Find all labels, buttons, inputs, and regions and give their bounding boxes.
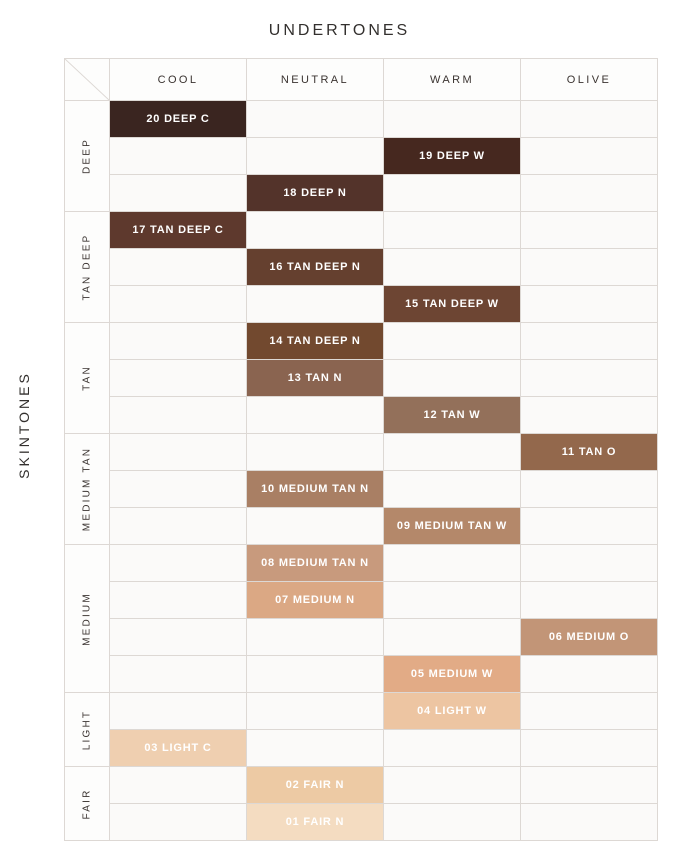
empty-cell (521, 471, 658, 508)
column-header-row (65, 59, 658, 101)
empty-cell (521, 212, 658, 249)
empty-cell (521, 323, 658, 360)
table-row (65, 397, 658, 434)
matrix-corner-cell (65, 59, 110, 101)
shade-swatch: 18 DEEP N (247, 175, 384, 212)
row-group-label-text: MEDIUM TAN (81, 446, 93, 532)
row-group-label-text: TAN DEEP (81, 233, 93, 301)
table-row (65, 175, 658, 212)
empty-cell (110, 582, 247, 619)
empty-cell (110, 323, 247, 360)
empty-cell (384, 619, 521, 656)
empty-cell (384, 767, 521, 804)
row-group-label-medium-tan (65, 434, 110, 545)
empty-cell (110, 508, 247, 545)
table-row (65, 249, 658, 286)
column-header-warm: WARM (384, 59, 521, 101)
empty-cell (110, 767, 247, 804)
empty-cell (247, 508, 384, 545)
empty-cell (521, 360, 658, 397)
empty-cell (521, 175, 658, 212)
empty-cell (521, 508, 658, 545)
empty-cell (247, 730, 384, 767)
empty-cell (384, 360, 521, 397)
column-header-cool: COOL (110, 59, 247, 101)
row-group-label-light (65, 693, 110, 767)
shade-swatch: 01 FAIR N (247, 804, 384, 841)
empty-cell (384, 175, 521, 212)
empty-cell (110, 656, 247, 693)
empty-cell (110, 804, 247, 841)
empty-cell (247, 656, 384, 693)
empty-cell (521, 249, 658, 286)
empty-cell (521, 286, 658, 323)
shade-swatch: 02 FAIR N (247, 767, 384, 804)
table-row (65, 656, 658, 693)
table-row (65, 545, 658, 582)
table-row (65, 434, 658, 471)
shade-swatch: 05 MEDIUM W (384, 656, 521, 693)
empty-cell (110, 397, 247, 434)
empty-cell (384, 730, 521, 767)
empty-cell (384, 582, 521, 619)
shade-swatch: 14 TAN DEEP N (247, 323, 384, 360)
empty-cell (384, 249, 521, 286)
empty-cell (247, 693, 384, 730)
column-header-neutral: NEUTRAL (247, 59, 384, 101)
table-row (65, 804, 658, 841)
empty-cell (384, 545, 521, 582)
empty-cell (110, 619, 247, 656)
row-group-label-text: FAIR (81, 787, 93, 820)
shade-swatch: 08 MEDIUM TAN N (247, 545, 384, 582)
shade-swatch: 09 MEDIUM TAN W (384, 508, 521, 545)
column-header-olive: OLIVE (521, 59, 658, 101)
empty-cell (384, 804, 521, 841)
table-row (65, 471, 658, 508)
row-group-label-tan (65, 323, 110, 434)
empty-cell (247, 434, 384, 471)
empty-cell (521, 397, 658, 434)
table-row (65, 138, 658, 175)
shade-swatch: 12 TAN W (384, 397, 521, 434)
empty-cell (384, 471, 521, 508)
shade-swatch: 15 TAN DEEP W (384, 286, 521, 323)
row-group-label-tan-deep (65, 212, 110, 323)
y-axis-title-label: SKINTONES (16, 370, 32, 479)
empty-cell (384, 101, 521, 138)
shade-swatch: 07 MEDIUM N (247, 582, 384, 619)
table-row (65, 323, 658, 360)
row-group-label-text: TAN (81, 365, 93, 391)
table-row (65, 508, 658, 545)
empty-cell (384, 323, 521, 360)
table-row (65, 212, 658, 249)
empty-cell (247, 619, 384, 656)
shade-swatch: 19 DEEP W (384, 138, 521, 175)
empty-cell (110, 434, 247, 471)
empty-cell (247, 286, 384, 323)
empty-cell (247, 397, 384, 434)
empty-cell (110, 249, 247, 286)
empty-cell (521, 730, 658, 767)
empty-cell (110, 360, 247, 397)
row-group-label-text: LIGHT (81, 709, 93, 750)
table-row (65, 730, 658, 767)
empty-cell (521, 804, 658, 841)
empty-cell (521, 138, 658, 175)
table-row (65, 286, 658, 323)
empty-cell (247, 212, 384, 249)
shade-swatch: 16 TAN DEEP N (247, 249, 384, 286)
empty-cell (110, 286, 247, 323)
diagonal-divider-icon (65, 59, 109, 100)
matrix-body (65, 101, 658, 841)
empty-cell (521, 582, 658, 619)
row-group-label-text: MEDIUM (81, 591, 93, 646)
empty-cell (247, 101, 384, 138)
shade-swatch: 06 MEDIUM O (521, 619, 658, 656)
empty-cell (110, 175, 247, 212)
row-group-label-deep (65, 101, 110, 212)
empty-cell (247, 138, 384, 175)
empty-cell (384, 434, 521, 471)
empty-cell (384, 212, 521, 249)
table-row (65, 693, 658, 730)
empty-cell (110, 693, 247, 730)
empty-cell (521, 545, 658, 582)
chart-title: UNDERTONES (268, 22, 411, 39)
row-group-label-medium (65, 545, 110, 693)
empty-cell (521, 656, 658, 693)
shade-matrix (64, 58, 658, 841)
shade-swatch: 13 TAN N (247, 360, 384, 397)
table-row (65, 101, 658, 138)
empty-cell (110, 471, 247, 508)
table-row (65, 767, 658, 804)
table-row (65, 360, 658, 397)
y-axis-title (10, 0, 38, 849)
table-row (65, 619, 658, 656)
shade-swatch: 20 DEEP C (110, 101, 247, 138)
shade-swatch: 17 TAN DEEP C (110, 212, 247, 249)
shade-swatch: 11 TAN O (521, 434, 658, 471)
empty-cell (521, 101, 658, 138)
shade-swatch: 03 LIGHT C (110, 730, 247, 767)
row-group-label-text: DEEP (81, 137, 93, 175)
table-row (65, 582, 658, 619)
row-group-label-fair (65, 767, 110, 841)
shade-swatch: 04 LIGHT W (384, 693, 521, 730)
empty-cell (521, 693, 658, 730)
empty-cell (521, 767, 658, 804)
shade-matrix-table (64, 58, 658, 841)
empty-cell (110, 545, 247, 582)
shade-swatch: 10 MEDIUM TAN N (247, 471, 384, 508)
empty-cell (110, 138, 247, 175)
